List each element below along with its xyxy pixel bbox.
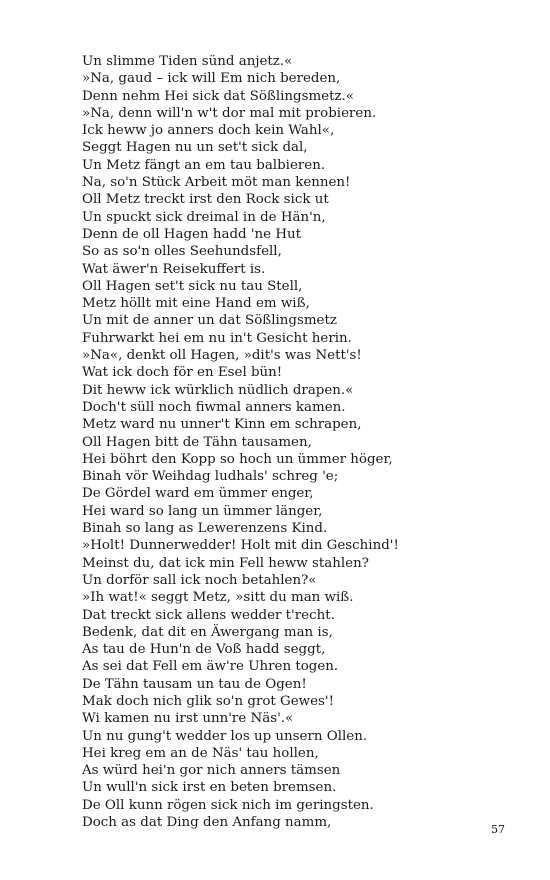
poem-line: Hei böhrt den Kopp so hoch un ümmer höger, — [82, 451, 393, 467]
poem-line: Hei ward so lang un ümmer länger, — [82, 503, 323, 519]
poem-line: Oll Metz treckt irst den Rock sick ut — [82, 192, 329, 208]
poem-line: »Na, gaud – ick will Em nich bereden, — [82, 71, 341, 87]
poem-line: De Gördel ward em ümmer enger, — [82, 486, 314, 502]
poem-line: As würd hei'n gor nich anners tämsen — [82, 763, 341, 779]
poem-line: Un slimme Tiden sünd anjetz.« — [82, 54, 293, 69]
poem-line: As sei dat Fell em äw're Uhren togen. — [82, 659, 339, 675]
poem-line: Un nu gung't wedder los up unsern Ollen. — [82, 728, 368, 744]
poem-line: Un mit de anner un dat Sößlingsmetz — [82, 313, 337, 329]
poem-line: Ick heww jo anners doch kein Wahl«, — [82, 123, 335, 139]
poem-text — [82, 53, 522, 831]
poem-line: Fuhrwarkt hei em nu in't Gesicht herin. — [82, 330, 352, 346]
poem-line: Un dorför sall ick noch betahlen?« — [82, 572, 317, 588]
poem-line: Hei kreg em an de Näs' tau hollen, — [82, 745, 319, 761]
poem-line: As tau de Hun'n de Voß hadd seggt, — [82, 642, 326, 658]
poem-line: Oll Hagen bitt de Tähn tausamen, — [82, 434, 312, 450]
poem-line: Wat ick doch för en Esel bün! — [82, 365, 283, 381]
poem-line: »Na«, denkt oll Hagen, »dit's was Nett's! — [82, 348, 362, 364]
poem-line: Metz ward nu unner't Kinn em schrapen, — [82, 417, 362, 433]
page-number: 57 — [491, 823, 505, 836]
poem-line: Na, so'n Stück Arbeit möt man kennen! — [82, 175, 351, 191]
poem-line: So as so'n olles Seehundsfell, — [82, 244, 282, 260]
poem-line: Meinst du, dat ick min Fell heww stahlen? — [82, 555, 369, 571]
poem-line: »Holt! Dunnerwedder! Holt mit din Geschind'! — [82, 538, 399, 554]
poem-line: Wat äwer'n Reisekuffert is. — [82, 261, 266, 277]
poem-line: Bedenk, dat dit en Äwergang man is, — [82, 624, 333, 640]
poem-line: Wi kamen nu irst unn're Näs'.« — [82, 711, 294, 727]
poem-line: »Ih wat!« seggt Metz, »sitt du man wiß. — [82, 590, 354, 606]
poem-line: Metz höllt mit eine Hand em wiß, — [82, 296, 310, 312]
poem-line: Un wull'n sick irst en beten bremsen. — [82, 780, 337, 796]
poem-line: Oll Hagen set't sick nu tau Stell, — [82, 278, 303, 294]
poem-line: »Na, denn will'n w't dor mal mit probieren. — [82, 105, 377, 121]
poem-line: Denn nehm Hei sick dat Sößlingsmetz.« — [82, 88, 354, 104]
poem-line: Mak doch nich glik so'n grot Gewes'! — [82, 693, 334, 709]
poem-line: Dit heww ick würklich nüdlich drapen.« — [82, 382, 354, 398]
poem-line: Un Metz fängt an em tau balbieren. — [82, 157, 326, 173]
poem-line: Doch't süll noch fiwmal anners kamen. — [82, 399, 346, 415]
poem-line: Binah vör Weihdag ludhals' schreg 'e; — [82, 469, 339, 485]
poem-line: Un spuckt sick dreimal in de Hän'n, — [82, 209, 326, 225]
poem-line: Doch as dat Ding den Anfang namm, — [82, 815, 332, 831]
poem-line: De Tähn tausam un tau de Ogen! — [82, 676, 307, 692]
poem-line: Binah so lang as Lewerenzens Kind. — [82, 521, 328, 537]
poem-line: Seggt Hagen nu un set't sick dal, — [82, 140, 308, 156]
poem-line: De Oll kunn rögen sick nich im geringsten. — [82, 797, 374, 813]
poem-line: Dat treckt sick allens wedder t'recht. — [82, 607, 335, 623]
poem-line: Denn de oll Hagen hadd 'ne Hut — [82, 226, 302, 242]
